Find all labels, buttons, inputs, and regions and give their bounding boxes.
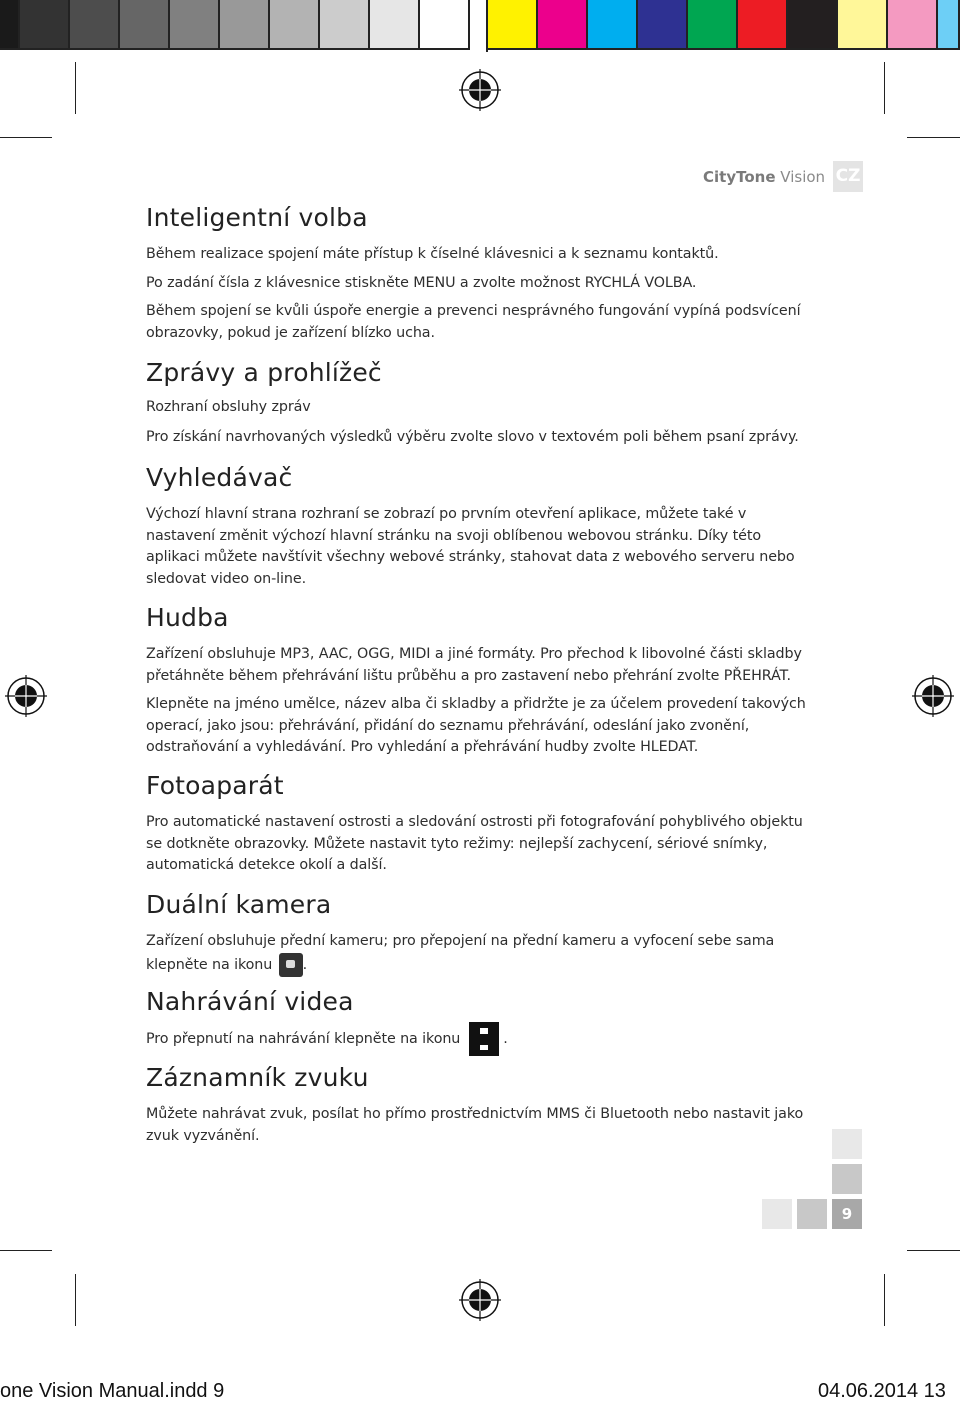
- color-swatch: [938, 0, 960, 50]
- section-zpravy: [146, 358, 814, 448]
- brand-model: Vision: [780, 168, 826, 186]
- registration-mark-icon: [459, 69, 501, 111]
- decor-square: [762, 1199, 792, 1229]
- paragraph-end: .: [503, 1031, 508, 1047]
- paragraph-text: Pro přepnutí na nahrávání klepněte na ikonu: [146, 1031, 461, 1047]
- crop-mark: [0, 1250, 52, 1251]
- registration-mark-icon: [459, 1279, 501, 1321]
- color-swatch: [588, 0, 638, 50]
- crop-mark: [0, 137, 52, 138]
- paragraph: Klepněte na jméno umělce, název alba či skladby a přidržte je za účelem provedení takových operací, jako jsou: přehrávání, přidání do seznamu přehrávání, odeslání jako zvonění, odstraňování a vyhledávání. Pro vyhledání a přehrávání hudby zvolte HLEDAT.: [146, 696, 806, 755]
- page-number: 9: [832, 1199, 862, 1229]
- language-badge: CZ: [833, 161, 863, 192]
- paragraph: Zařízení obsluhuje MP3, AAC, OGG, MIDI a jiné formáty. Pro přechod k libovolné části skladby přetáhněte během přehrávání lištu průběhu a pro zastavení nebo přehrání zvolte PŘEHRÁT.: [146, 646, 802, 684]
- paragraph: Můžete nahrávat zvuk, posílat ho přímo prostřednictvím MMS či Bluetooth nebo nastavit jako zvuk vyzvánění.: [146, 1106, 804, 1144]
- front-camera-switch-icon: [279, 953, 303, 977]
- paragraph: Pro získání navrhovaných výsledků výběru zvolte slovo v textovém poli během psaní zprávy.: [146, 428, 799, 445]
- color-swatch: [370, 0, 420, 50]
- crop-mark: [907, 1250, 960, 1251]
- paragraph-text: Zařízení obsluhuje přední kameru; pro přepojení na přední kameru a vyfocení sebe sama klepněte na ikonu: [146, 933, 775, 973]
- paragraph: Pro automatické nastavení ostrosti a sledování ostrosti při fotografování pohyblivého objektu se dotkněte obrazovky. Můžete nastavit tyto režimy: nejlepší zachycení, sériové snímky, automatická detekce okolí a další.: [146, 814, 803, 873]
- crop-mark: [75, 1274, 76, 1326]
- color-swatch: [20, 0, 70, 50]
- section-title: Záznamník zvuku: [146, 1063, 369, 1092]
- registration-mark-icon: [912, 675, 954, 717]
- section-dualni-kamera: [146, 890, 814, 977]
- color-swatch: [170, 0, 220, 50]
- section-title: Vyhledávač: [146, 463, 293, 492]
- section-title: Zprávy a prohlížeč: [146, 358, 382, 387]
- paragraph: Během realizace spojení máte přístup k číselné klávesnici a k seznamu kontaktů.: [146, 246, 719, 262]
- section-zaznamnik-zvuku: [146, 1063, 814, 1147]
- footer-file-name: one Vision Manual.indd 9: [0, 1380, 225, 1402]
- color-swatch: [638, 0, 688, 50]
- paragraph-end: .: [302, 956, 308, 973]
- video-record-icon: [469, 1022, 499, 1056]
- crop-mark: [884, 62, 885, 114]
- section-title: Hudba: [146, 603, 229, 632]
- section-title: Inteligentní volba: [146, 203, 368, 232]
- section-vyhledavac: [146, 463, 814, 590]
- paragraph: [146, 931, 814, 977]
- paragraph: Po zadání čísla z klávesnice stiskněte MENU a zvolte možnost RYCHLÁ VOLBA.: [146, 274, 697, 291]
- crop-mark: [907, 137, 960, 138]
- section-nahravani-videa: [146, 987, 814, 1056]
- brand-header: [703, 168, 825, 186]
- color-swatch: [888, 0, 938, 50]
- paragraph: Rozhraní obsluhy zpráv: [146, 399, 311, 415]
- decor-square: [832, 1164, 862, 1194]
- color-swatch: [70, 0, 120, 50]
- footer-date: 04.06.2014 13: [818, 1380, 946, 1402]
- section-title: Fotoaparát: [146, 771, 284, 800]
- decor-square: [797, 1199, 827, 1229]
- color-swatch: [838, 0, 888, 50]
- color-swatch: [688, 0, 738, 50]
- grayscale-bar: [0, 0, 470, 52]
- color-swatch: [738, 0, 788, 50]
- crop-mark: [75, 62, 76, 114]
- paragraph: Během spojení se kvůli úspoře energie a prevenci nesprávného fungování vypíná podsvícení obrazovky, pokud je zařízení blízko ucha.: [146, 303, 801, 341]
- section-fotoaparat: [146, 771, 814, 877]
- section-hudba: [146, 603, 814, 759]
- color-swatch: [488, 0, 538, 50]
- color-swatch: [538, 0, 588, 50]
- registration-mark-icon: [5, 675, 47, 717]
- color-swatch: [220, 0, 270, 50]
- section-inteligentni-volba: [146, 203, 814, 344]
- color-swatch: [320, 0, 370, 50]
- color-swatch: [420, 0, 470, 50]
- color-swatch: [788, 0, 838, 50]
- color-swatch: [120, 0, 170, 50]
- section-title: Duální kamera: [146, 890, 332, 919]
- color-swatch: [270, 0, 320, 50]
- paragraph: Výchozí hlavní strana rozhraní se zobrazí po prvním otevření aplikace, můžete také v nastavení změnit výchozí hlavní stránku na svoji oblíbenou webovou stránku. Díky této aplikaci můžete navštívit všechny webové stránky, stahovat data z webového serveru nebo sledovat video on-line.: [146, 506, 795, 587]
- brand-name: CityTone: [703, 168, 776, 186]
- crop-mark: [884, 1274, 885, 1326]
- decor-square: [832, 1129, 862, 1159]
- color-bar: [486, 0, 960, 52]
- paragraph: [146, 1022, 814, 1056]
- color-swatch: [0, 0, 20, 50]
- section-title: Nahrávání videa: [146, 987, 354, 1016]
